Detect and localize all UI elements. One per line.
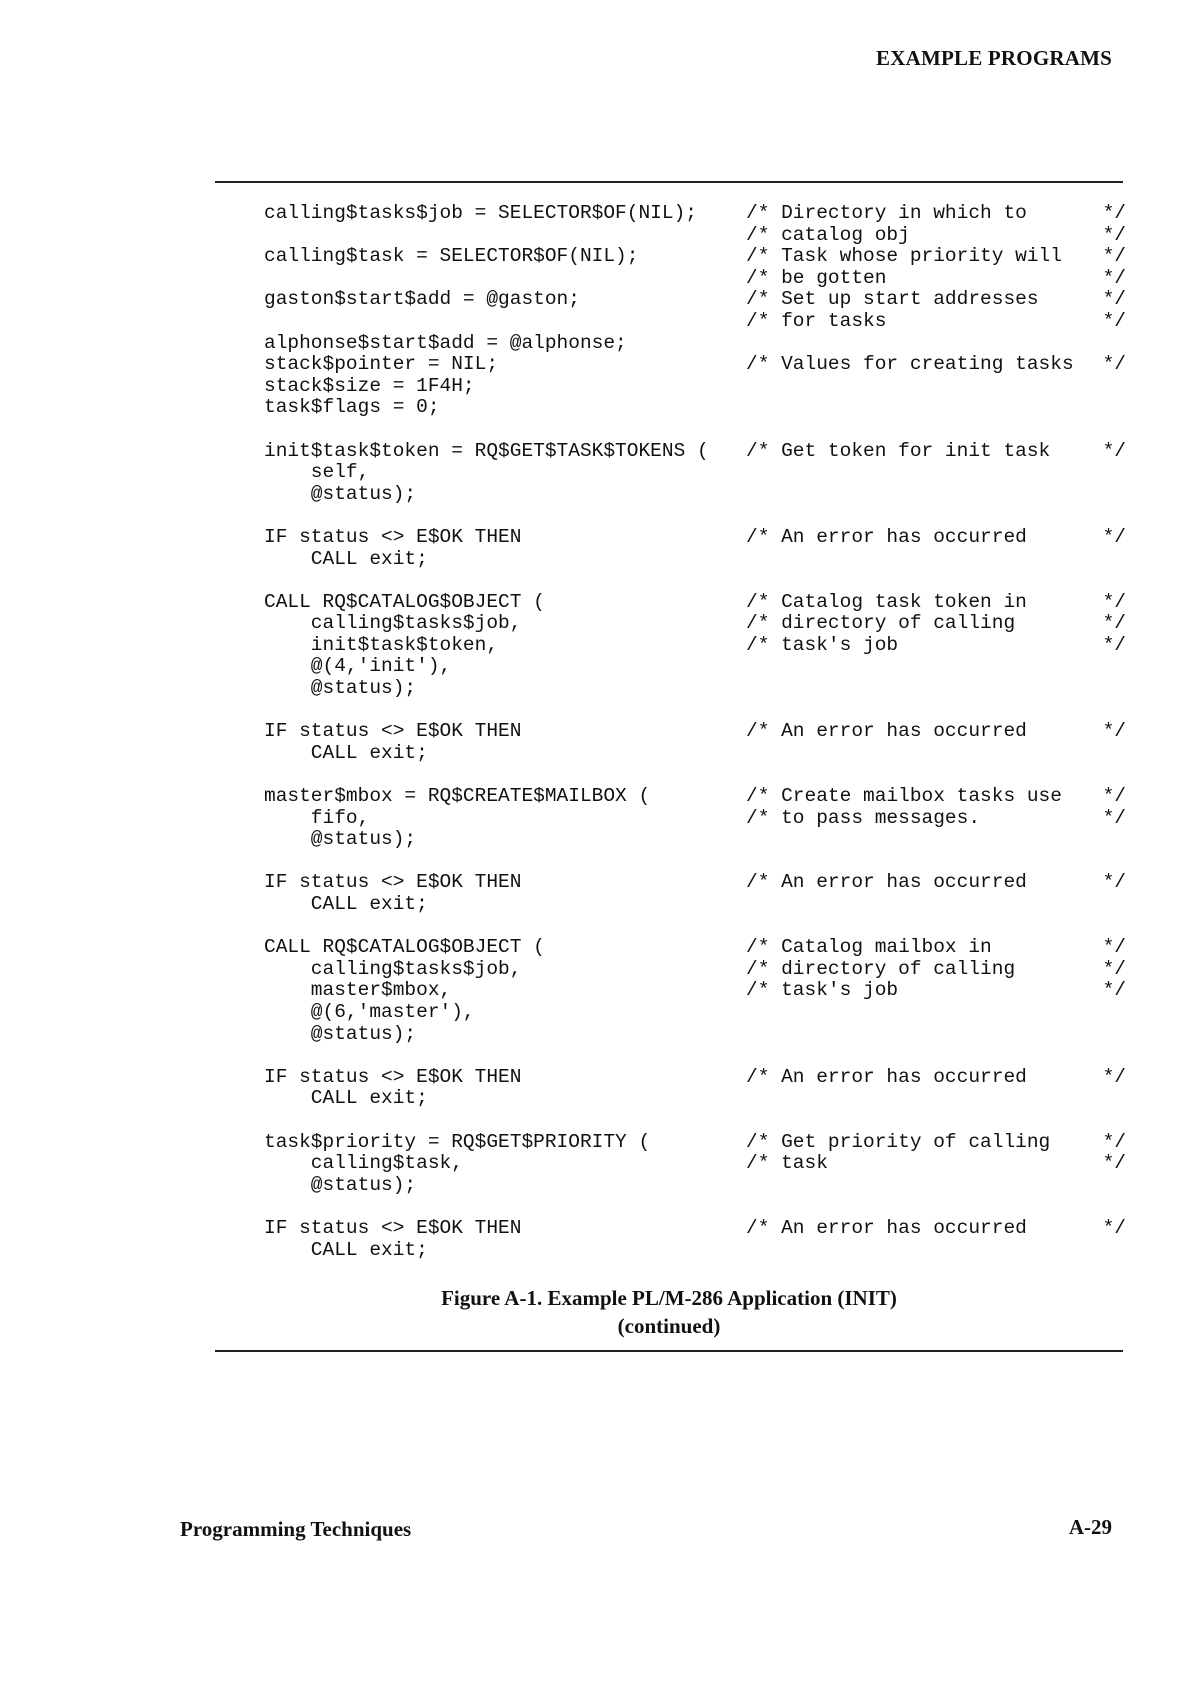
code-statement: calling$tasks$job, <box>264 957 522 980</box>
code-line <box>264 1088 1126 1110</box>
code-line <box>264 894 1126 916</box>
code-line <box>264 268 1126 290</box>
code-comment: /* catalog obj <box>746 223 910 246</box>
comment-terminator: */ <box>1102 1152 1126 1175</box>
blank-line <box>264 700 1126 722</box>
comment-terminator: */ <box>1102 439 1126 462</box>
code-statement: task$priority = RQ$GET$PRIORITY ( <box>264 1130 651 1153</box>
code-line <box>264 721 1126 743</box>
code-comment: /* to pass messages. <box>746 806 981 829</box>
code-statement: CALL exit; <box>264 547 428 570</box>
code-line <box>264 462 1126 484</box>
code-comment: /* Create mailbox tasks use <box>746 785 1062 808</box>
code-comment: /* Task whose priority will <box>746 245 1062 268</box>
code-line <box>264 376 1126 398</box>
code-listing <box>264 203 1126 1261</box>
code-statement: init$task$token, <box>264 633 499 656</box>
code-line <box>264 829 1126 851</box>
code-statement: fifo, <box>264 806 370 829</box>
code-line <box>264 484 1126 506</box>
code-line <box>264 613 1126 635</box>
code-line <box>264 1024 1126 1046</box>
comment-terminator: */ <box>1102 266 1126 289</box>
comment-terminator: */ <box>1102 223 1126 246</box>
code-statement: IF status <> E$OK THEN <box>264 525 522 548</box>
code-line <box>264 311 1126 333</box>
code-line <box>264 656 1126 678</box>
code-line <box>264 872 1126 894</box>
code-statement: calling$task = SELECTOR$OF(NIL); <box>264 245 639 268</box>
comment-terminator: */ <box>1102 785 1126 808</box>
code-line <box>264 1218 1126 1240</box>
code-line <box>264 592 1126 614</box>
code-comment: /* directory of calling <box>746 612 1016 635</box>
code-comment: /* Values for creating tasks <box>746 353 1074 376</box>
code-statement: calling$tasks$job = SELECTOR$OF(NIL); <box>264 202 697 224</box>
code-statement: alphonse$start$add = @alphonse; <box>264 331 627 354</box>
comment-terminator: */ <box>1102 525 1126 548</box>
comment-terminator: */ <box>1102 806 1126 829</box>
code-statement: CALL exit; <box>264 1087 428 1110</box>
code-comment: /* An error has occurred <box>746 525 1027 548</box>
code-line <box>264 527 1126 549</box>
blank-line <box>264 570 1126 592</box>
comment-terminator: */ <box>1102 957 1126 980</box>
blank-line <box>264 851 1126 873</box>
code-comment: /* Catalog task token in <box>746 590 1027 613</box>
code-statement: IF status <> E$OK THEN <box>264 871 522 894</box>
code-line <box>264 808 1126 830</box>
bottom-rule <box>215 1350 1123 1352</box>
code-comment: /* An error has occurred <box>746 871 1027 894</box>
comment-terminator: */ <box>1102 202 1126 224</box>
code-statement: self, <box>264 461 370 484</box>
comment-terminator: */ <box>1102 633 1126 656</box>
code-statement: stack$size = 1F4H; <box>264 374 475 397</box>
comment-terminator: */ <box>1102 288 1126 311</box>
code-statement: CALL exit; <box>264 1238 428 1261</box>
comment-terminator: */ <box>1102 590 1126 613</box>
top-rule <box>215 181 1123 183</box>
code-comment: /* Get priority of calling <box>746 1130 1051 1153</box>
code-comment: /* Set up start addresses <box>746 288 1039 311</box>
code-line <box>264 959 1126 981</box>
comment-terminator: */ <box>1102 1130 1126 1153</box>
code-line <box>264 1067 1126 1089</box>
code-line <box>264 980 1126 1002</box>
code-comment: /* task <box>746 1152 828 1175</box>
figure-caption <box>215 1284 1123 1340</box>
code-comment: /* An error has occurred <box>746 1216 1027 1239</box>
comment-terminator: */ <box>1102 1065 1126 1088</box>
code-line <box>264 225 1126 247</box>
code-line <box>264 937 1126 959</box>
code-line <box>264 786 1126 808</box>
code-statement: @(6,'master'), <box>264 1000 475 1023</box>
code-comment: /* Get token for init task <box>746 439 1051 462</box>
code-statement: init$task$token = RQ$GET$TASK$TOKENS ( <box>264 439 709 462</box>
code-line <box>264 246 1126 268</box>
code-statement: CALL RQ$CATALOG$OBJECT ( <box>264 936 545 959</box>
blank-line <box>264 505 1126 527</box>
code-statement: IF status <> E$OK THEN <box>264 720 522 743</box>
code-statement: @status); <box>264 828 417 851</box>
blank-line <box>264 764 1126 786</box>
comment-terminator: */ <box>1102 353 1126 376</box>
code-line <box>264 203 1126 225</box>
code-line <box>264 1153 1126 1175</box>
blank-line <box>264 1045 1126 1067</box>
code-statement: stack$pointer = NIL; <box>264 353 499 376</box>
code-statement: @status); <box>264 1173 417 1196</box>
caption-continued: (continued) <box>617 1314 721 1338</box>
code-line <box>264 1175 1126 1197</box>
code-statement: @status); <box>264 1022 417 1045</box>
code-line <box>264 397 1126 419</box>
running-header: EXAMPLE PROGRAMS <box>876 46 1112 70</box>
code-statement: CALL exit; <box>264 741 428 764</box>
code-line <box>264 289 1126 311</box>
blank-line <box>264 916 1126 938</box>
code-statement: CALL RQ$CATALOG$OBJECT ( <box>264 590 545 613</box>
code-comment: /* for tasks <box>746 309 887 332</box>
comment-terminator: */ <box>1102 1216 1126 1239</box>
code-line <box>264 333 1126 355</box>
code-line <box>264 1240 1126 1262</box>
code-comment: /* task's job <box>746 633 899 656</box>
code-statement: task$flags = 0; <box>264 396 440 419</box>
code-comment: /* Catalog mailbox in <box>746 936 992 959</box>
code-comment: /* Directory in which to <box>746 202 1027 224</box>
comment-terminator: */ <box>1102 871 1126 894</box>
comment-terminator: */ <box>1102 612 1126 635</box>
caption-title: Figure A-1. Example PL/M-286 Application (INIT) <box>441 1286 897 1310</box>
footer-section-title: Programming Techniques <box>180 1517 412 1541</box>
comment-terminator: */ <box>1102 720 1126 743</box>
blank-line <box>264 419 1126 441</box>
code-line <box>264 549 1126 571</box>
code-comment: /* An error has occurred <box>746 1065 1027 1088</box>
code-statement: @status); <box>264 482 417 505</box>
code-statement: master$mbox, <box>264 979 452 1002</box>
code-statement: master$mbox = RQ$CREATE$MAILBOX ( <box>264 785 651 808</box>
comment-terminator: */ <box>1102 309 1126 332</box>
code-statement: @(4,'init'), <box>264 655 452 678</box>
code-line <box>264 441 1126 463</box>
code-line <box>264 678 1126 700</box>
code-statement: calling$task, <box>264 1152 463 1175</box>
code-comment: /* be gotten <box>746 266 887 289</box>
code-comment: /* task's job <box>746 979 899 1002</box>
code-line <box>264 635 1126 657</box>
code-comment: /* directory of calling <box>746 957 1016 980</box>
code-line <box>264 354 1126 376</box>
code-statement: gaston$start$add = @gaston; <box>264 288 580 311</box>
code-statement: calling$tasks$job, <box>264 612 522 635</box>
code-statement: IF status <> E$OK THEN <box>264 1216 522 1239</box>
blank-line <box>264 1110 1126 1132</box>
page-number: A-29 <box>1068 1515 1112 1539</box>
code-line <box>264 743 1126 765</box>
code-line <box>264 1002 1126 1024</box>
code-statement: IF status <> E$OK THEN <box>264 1065 522 1088</box>
comment-terminator: */ <box>1102 936 1126 959</box>
code-line <box>264 1132 1126 1154</box>
comment-terminator: */ <box>1102 979 1126 1002</box>
comment-terminator: */ <box>1102 245 1126 268</box>
code-statement: CALL exit; <box>264 893 428 915</box>
code-comment: /* An error has occurred <box>746 720 1027 743</box>
code-statement: @status); <box>264 677 417 700</box>
blank-line <box>264 1196 1126 1218</box>
